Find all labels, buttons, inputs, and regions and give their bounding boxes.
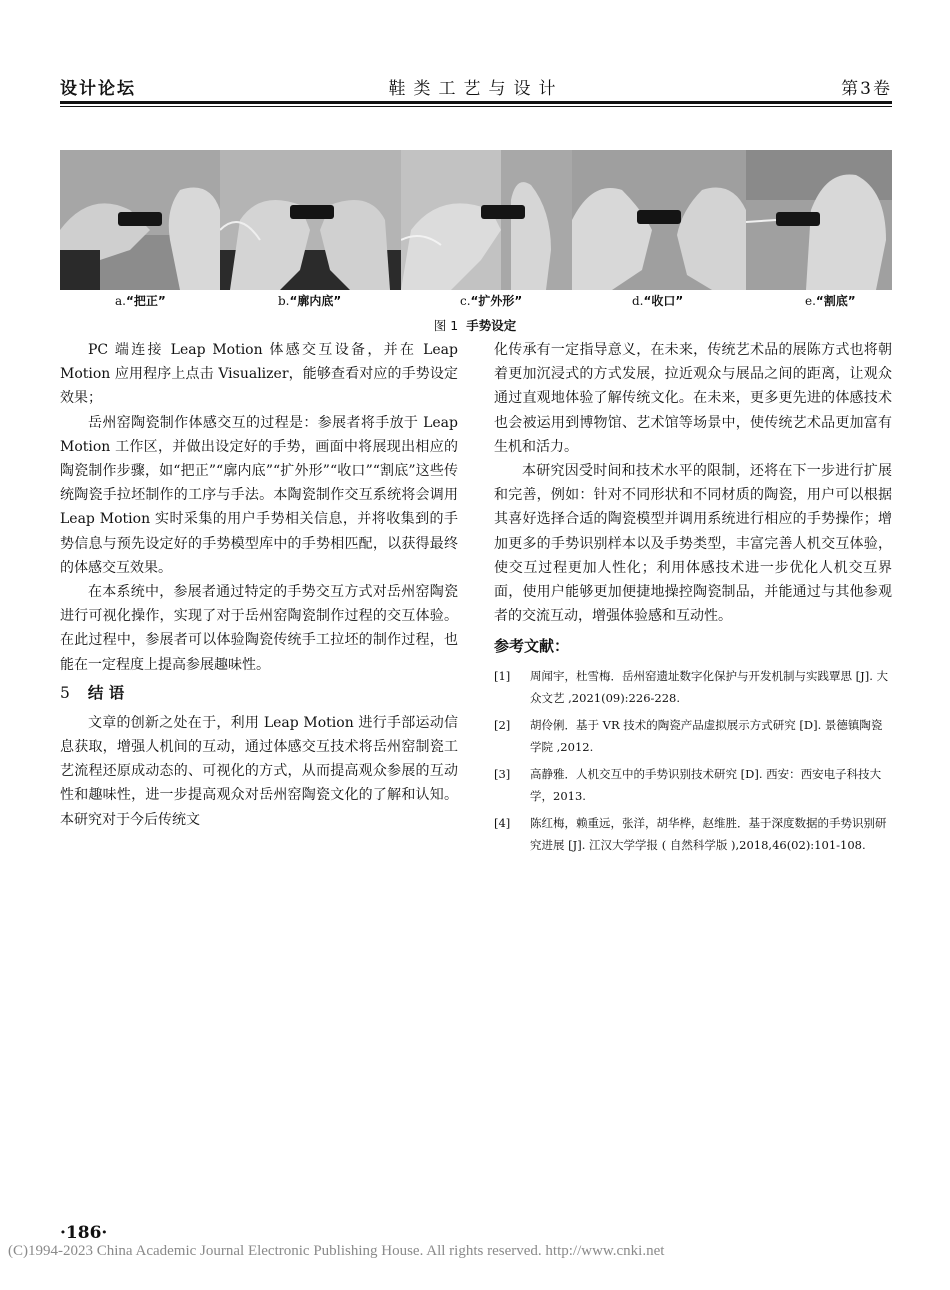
subcaption-d: d.“收口” — [632, 294, 684, 308]
subcaption-a: a.“把正” — [115, 294, 166, 308]
subcaption-b: b.“廓内底” — [278, 294, 342, 308]
photo-panel-b — [220, 150, 401, 290]
figure-gesture-photos — [60, 150, 892, 290]
paragraph: 岳州窑陶瓷制作体感交互的过程是：参展者将手放于 Leap Motion 工作区，并做出设定好的手势，画面中将展现出相应的陶瓷制作步骤，如“把正”“廓内底”“扩外形”“收口”“割底”这些传统陶瓷手拉坯制作的工序与手法。本陶瓷制作交互系统将会调用 Leap Motion 实时采集的用户手势相关信息，并将收集到的手势信息与预先设定好的手势模型库中的手势相匹配，以获得最终的体感交互效果。 — [60, 414, 458, 576]
reference-item: [3] 高静雅．人机交互中的手势识别技术研究 [D]. 西安：西安电子科技大学，2013. — [494, 766, 882, 804]
reference-item: [1] 周闻宇，杜雪梅．岳州窑遗址数字化保护与开发机制与实践覃思 [J]. 大众文艺 ,2021(09):226-228. — [494, 668, 889, 706]
figure-subcaptions — [60, 292, 892, 310]
paragraph: 化传承有一定指导意义，在未来，传统艺术品的展陈方式也将朝着更加沉浸式的方式发展，拉近观众与展品之间的距离，让观众通过直观地体验了解传统文化。在未来，更多更先进的体感技术也会被运用到博物馆、艺术馆等场景中，使传统艺术品更加富有生机和活力。 — [494, 342, 892, 455]
paragraph: PC 端连接 Leap Motion 体感交互设备，并在 Leap Motion 应用程序上点击 Visualizer，能够查看对应的手势设定效果； — [60, 342, 458, 407]
header-rule-thick — [60, 101, 892, 104]
photo-panel-a — [60, 150, 220, 290]
reference-item: [2] 胡伶俐．基于 VR 技术的陶瓷产品虚拟展示方式研究 [D]. 景德镇陶瓷学院 ,2012. — [494, 717, 883, 755]
photo-panel-c — [401, 150, 572, 290]
reference-item: [4] 陈红梅，赖重远，张洋，胡华桦，赵维胜．基于深度数据的手势识别研究进展 [J]. 江汉大学学报 ( 自然科学版 ),2018,46(02):101-108. — [494, 815, 887, 853]
subcaption-e: e.“割底” — [805, 294, 856, 308]
header-rule-thin — [60, 106, 892, 107]
photo-panel-e — [746, 150, 892, 290]
paragraph: 本研究因受时间和技术水平的限制，还将在下一步进行扩展和完善，例如：针对不同形状和不同材质的陶瓷，用户可以根据其喜好选择合适的陶瓷模型并调用系统进行相应的手势操作；增加更多的手势识别样本以及手势类型，丰富完善人机交互体验，使交互过程更加人性化；利用体感技术进一步优化人机交互界面，使用户能够更加便捷地操控陶瓷制品，并能通过与其他参观者的交流互动，增强体验感和互动性。 — [494, 463, 892, 625]
photo-panel-d — [572, 150, 746, 290]
section-heading: 5 结 语 — [60, 682, 125, 702]
running-header — [60, 74, 892, 98]
subcaption-c: c.“扩外形” — [460, 294, 523, 308]
right-column — [494, 338, 892, 861]
header-journal-title: 鞋类工艺与设计 — [388, 79, 564, 99]
left-column — [60, 338, 458, 832]
page-number: ·186· — [60, 1223, 108, 1243]
header-section: 设计论坛 — [60, 79, 136, 99]
paragraph: 文章的创新之处在于，利用 Leap Motion 进行手部运动信息获取，增强人机间的互动，通过体感交互技术将岳州窑制瓷工艺流程还原成动态的、可视化的方式，从而提高观众参展的互动性和趣味性，进一步提高观众对岳州窑陶瓷文化的了解和认知。本研究对于今后传统文 — [60, 714, 458, 828]
references-heading: 参考文献： — [494, 637, 570, 656]
header-volume: 第3卷 — [841, 79, 892, 99]
copyright-footer: (C)1994-2023 China Academic Journal Electronic Publishing House. All rights reserved. http://www.cnki.net — [8, 1243, 665, 1259]
figure-title: 图 1 手势设定 — [433, 318, 517, 333]
paragraph: 在本系统中，参展者通过特定的手势交互方式对岳州窑陶瓷进行可视化操作，实现了对于岳州窑陶瓷制作过程的交互体验。在此过程中，参展者可以体验陶瓷传统手工拉坯的制作过程，也能在一定程度上提高参展趣味性。 — [60, 584, 458, 673]
